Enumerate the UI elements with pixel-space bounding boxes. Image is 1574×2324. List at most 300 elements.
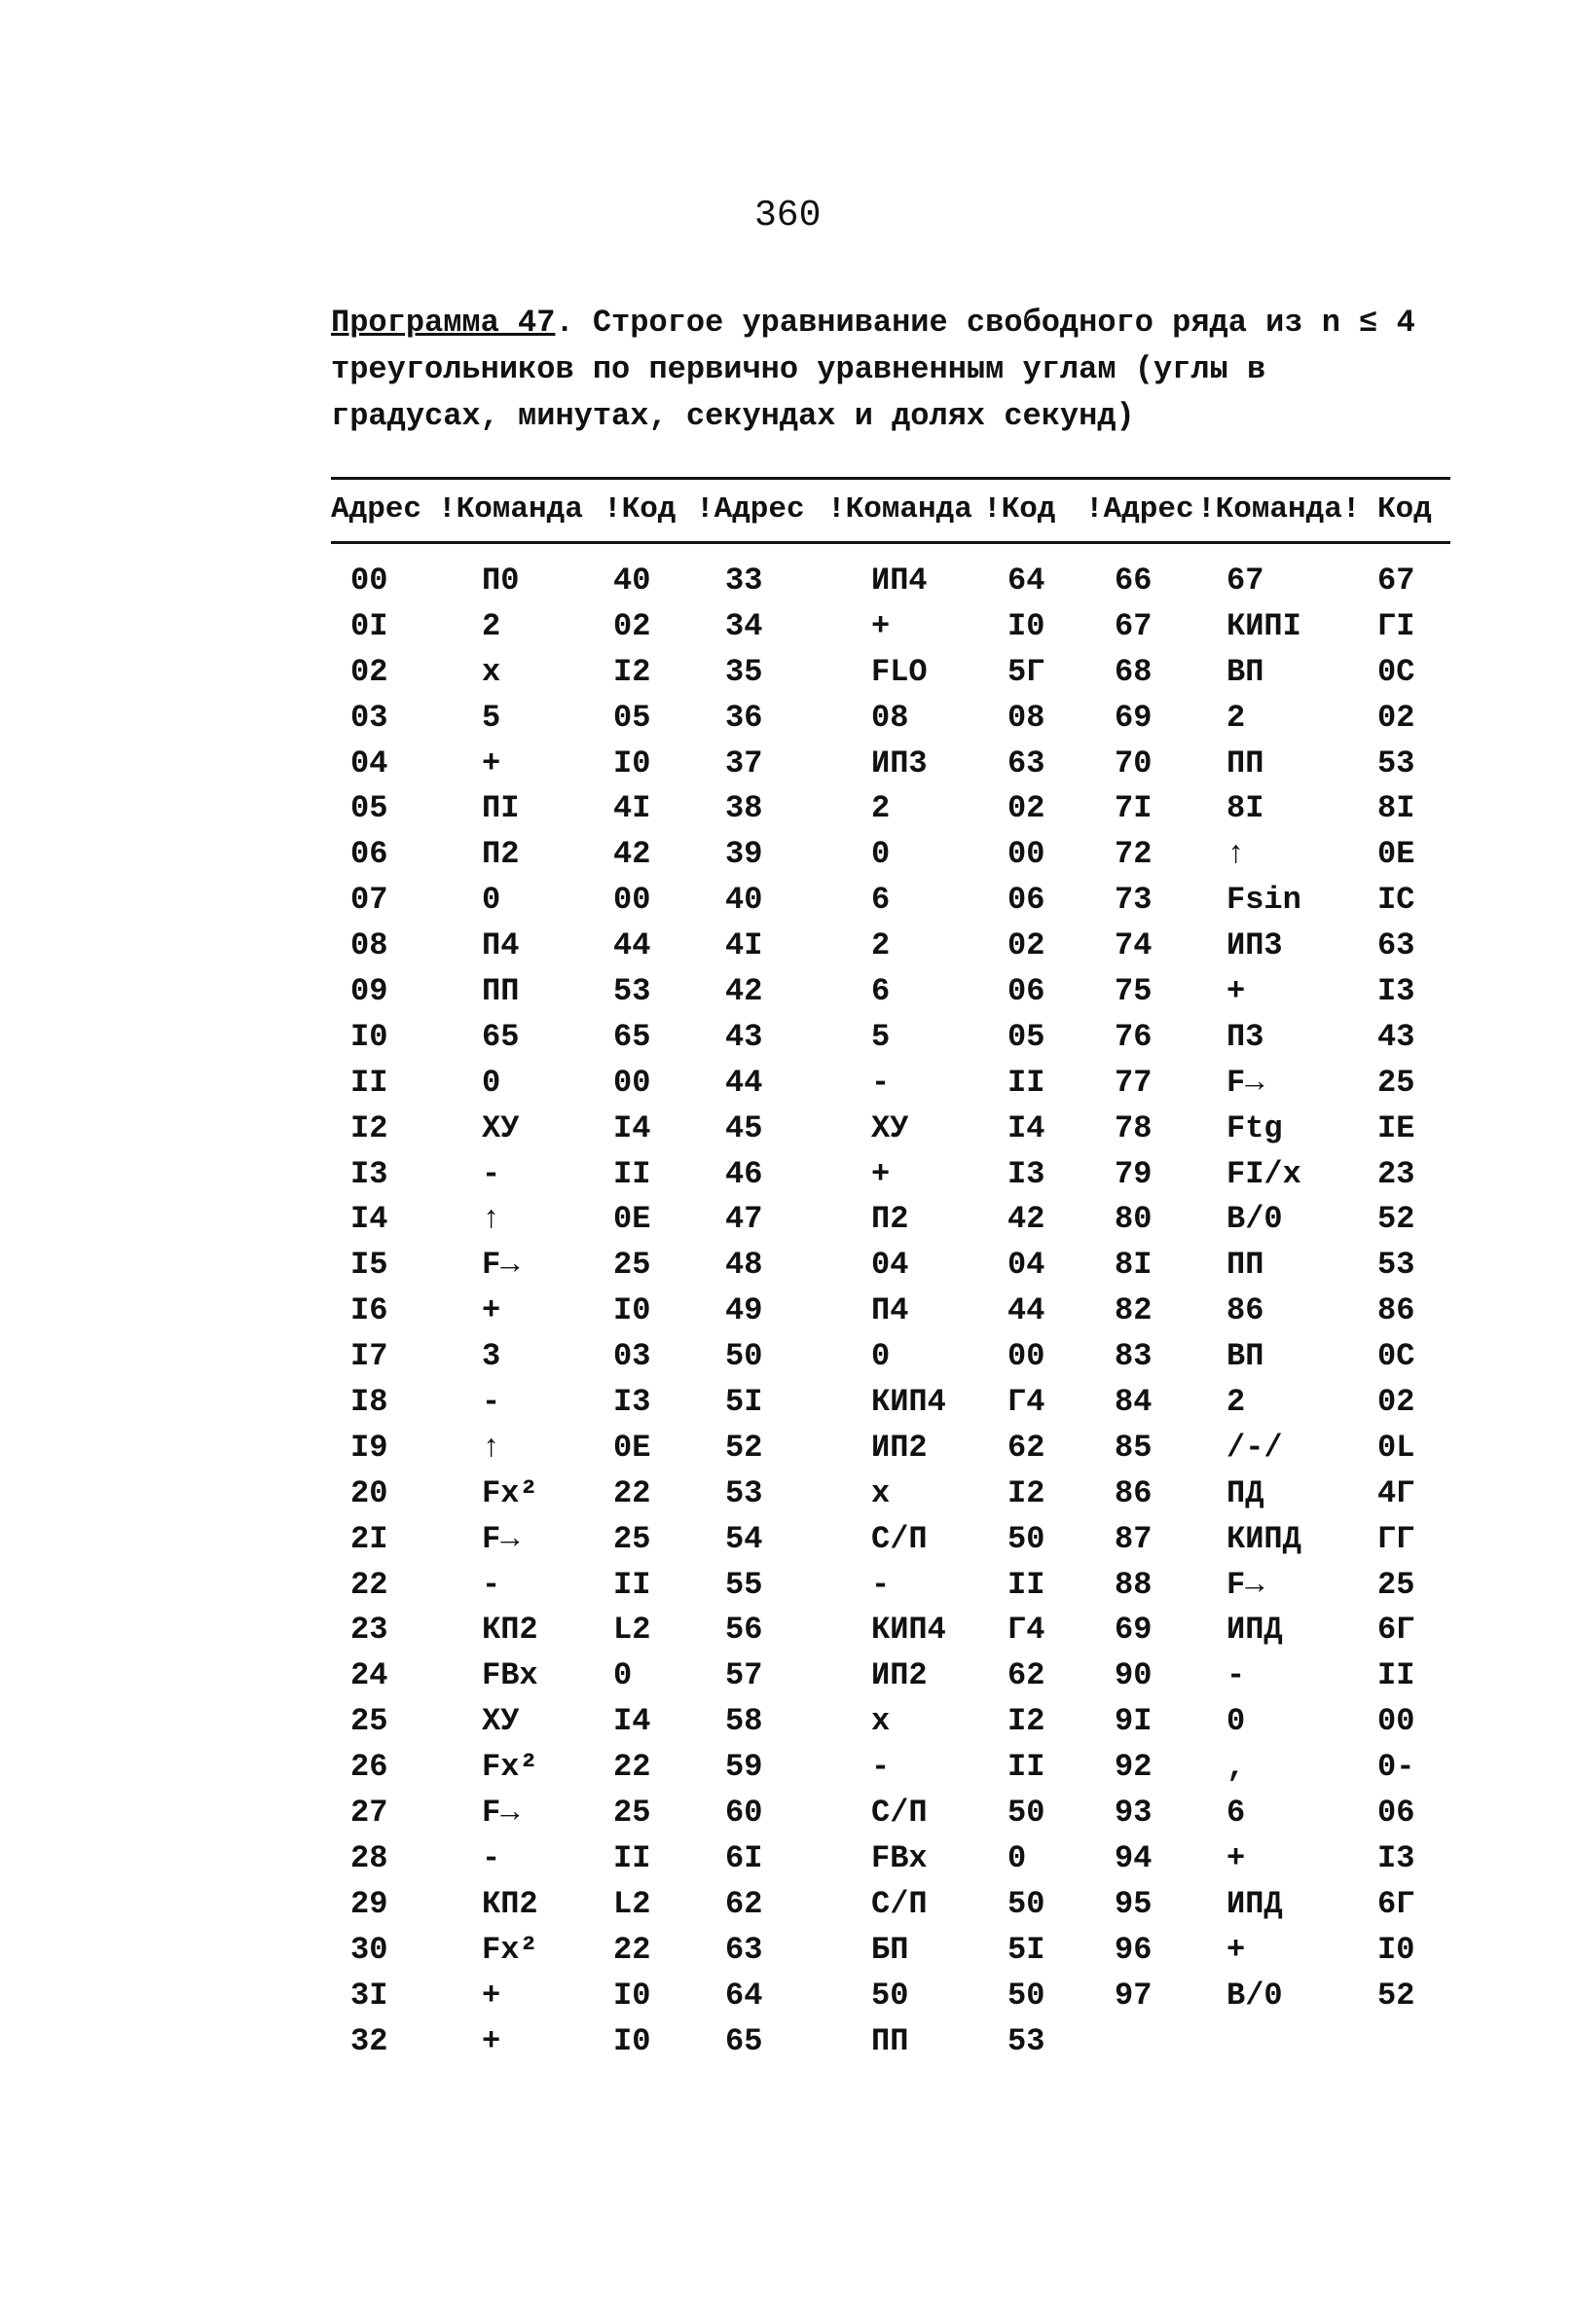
table-cell: 22 (613, 1474, 651, 1511)
table-cell: 06 (350, 836, 388, 873)
table-cell: Ftg (1226, 1109, 1283, 1146)
table-row (331, 1195, 1450, 1241)
table-cell: II (613, 1839, 651, 1876)
table-cell: I0 (613, 1292, 651, 1329)
table-cell: 2 (871, 927, 891, 964)
table-header (331, 487, 1450, 533)
table-cell: 4I (613, 790, 651, 827)
table-cell: ПП (482, 973, 520, 1010)
table-cell: П4 (482, 927, 520, 964)
table-cell: 69 (1115, 1612, 1153, 1649)
table-cell: Г4 (1007, 1612, 1045, 1649)
table-cell: П3 (1226, 1018, 1264, 1055)
table-cell: 22 (613, 1931, 651, 1968)
table-cell: + (482, 744, 501, 781)
table-cell: С/П (871, 1885, 928, 1922)
table-cell: 2 (482, 607, 501, 644)
table-cell: ВП (1226, 1338, 1264, 1375)
table-cell: 67 (1115, 607, 1153, 644)
table-cell: + (1226, 1839, 1246, 1876)
table-cell: 44 (725, 1064, 763, 1101)
table-cell: 50 (1007, 1520, 1045, 1557)
table-cell: XУ (871, 1109, 909, 1146)
table-cell: 50 (725, 1338, 763, 1375)
table-cell: 02 (1007, 790, 1045, 827)
table-cell: + (482, 2022, 501, 2059)
table-cell: 06 (1377, 1795, 1415, 1832)
table-cell: ИПД (1226, 1885, 1283, 1922)
table-cell: 5I (725, 1384, 763, 1421)
table-cell: 6 (871, 882, 891, 919)
table-cell: 70 (1115, 744, 1153, 781)
table-cell: F→ (482, 1520, 520, 1557)
table-cell: 25 (613, 1247, 651, 1284)
table-cell: 0I (350, 607, 388, 644)
table-cell: F→ (482, 1247, 520, 1284)
table-cell: 38 (725, 790, 763, 827)
table-cell: II (613, 1566, 651, 1603)
table-cell: 52 (1377, 1201, 1415, 1238)
table-row (331, 1972, 1450, 2017)
table-row (331, 1606, 1450, 1652)
table-cell: ПП (1226, 744, 1264, 781)
table-cell: 86 (1377, 1292, 1415, 1329)
table-cell: I4 (1007, 1109, 1045, 1146)
header-command: !Команда! (1197, 492, 1361, 527)
table-cell: 67 (1377, 563, 1415, 599)
table-cell: F→ (482, 1795, 520, 1832)
header-address: Адрес (331, 492, 422, 527)
table-cell: 0C (1377, 653, 1415, 690)
table-cell: F→ (1226, 1064, 1264, 1101)
table-cell: 6Г (1377, 1612, 1415, 1649)
table-cell: 76 (1115, 1018, 1153, 1055)
table-cell: 28 (350, 1839, 388, 1876)
table-cell: 08 (1007, 699, 1045, 736)
table-row (331, 1105, 1450, 1150)
table-cell: ↑ (482, 1429, 501, 1466)
table-cell: 25 (613, 1795, 651, 1832)
table-cell: 25 (1377, 1566, 1415, 1603)
table-cell: 82 (1115, 1292, 1153, 1329)
table-cell: 84 (1115, 1384, 1153, 1421)
table-cell: 23 (350, 1612, 388, 1649)
table-cell: 83 (1115, 1338, 1153, 1375)
header-code: !Код (604, 492, 677, 527)
table-cell: I0 (350, 1018, 388, 1055)
header-address: !Адрес (696, 492, 805, 527)
table-cell: 06 (1007, 882, 1045, 919)
table-cell: F→ (1226, 1566, 1264, 1603)
table-cell: 53 (1377, 744, 1415, 781)
table-cell: 57 (725, 1657, 763, 1694)
table-cell: I8 (350, 1384, 388, 1421)
table-cell: 48 (725, 1247, 763, 1284)
table-cell: 0C (1377, 1338, 1415, 1375)
table-row (331, 694, 1450, 740)
table-cell: I5 (350, 1247, 388, 1284)
table-cell: 08 (350, 927, 388, 964)
table-cell: 00 (613, 882, 651, 919)
table-row (331, 648, 1450, 694)
table-cell: 02 (1007, 927, 1045, 964)
table-cell: 53 (1007, 2022, 1045, 2059)
table-cell: 85 (1115, 1429, 1153, 1466)
table-row (331, 1743, 1450, 1789)
table-cell: 86 (1115, 1474, 1153, 1511)
table-cell: 36 (725, 699, 763, 736)
table-cell: 40 (613, 563, 651, 599)
table-cell: 00 (1007, 836, 1045, 873)
table-cell: 56 (725, 1612, 763, 1649)
table-cell: 78 (1115, 1109, 1153, 1146)
table-cell: 29 (350, 1885, 388, 1922)
table-cell: x (482, 653, 501, 690)
program-description: . Строгое уравнивание свободного ряда из n ≤ 4 треугольников по первично уравненным углам (углы в градусах, минутах, секундах и долях секунд) (331, 305, 1415, 434)
table-cell: ИП3 (871, 744, 928, 781)
table-cell: В/0 (1226, 1201, 1283, 1238)
table-cell: - (482, 1155, 501, 1192)
table-cell: 97 (1115, 1977, 1153, 2014)
table-row (331, 1697, 1450, 1743)
table-cell: КП2 (482, 1885, 538, 1922)
table-cell: 50 (1007, 1977, 1045, 2014)
table-row (331, 602, 1450, 648)
table-cell: 07 (350, 882, 388, 919)
table-cell: 43 (725, 1018, 763, 1055)
table-cell: ВП (1226, 653, 1264, 690)
header-code: Код (1377, 492, 1432, 527)
table-cell: 62 (725, 1885, 763, 1922)
table-cell: + (871, 607, 891, 644)
table-cell: 64 (1007, 563, 1045, 599)
table-cell: 50 (871, 1977, 909, 2014)
table-cell: 59 (725, 1749, 763, 1786)
table-cell: x (871, 1474, 891, 1511)
table-cell: 5Г (1007, 653, 1045, 690)
table-cell: ИП3 (1226, 927, 1283, 964)
table-cell: П0 (482, 563, 520, 599)
table-cell: 4Г (1377, 1474, 1415, 1511)
table-cell: L2 (613, 1885, 651, 1922)
table-cell: 9I (1115, 1703, 1153, 1740)
table-cell: FLO (871, 653, 928, 690)
table-cell: 22 (350, 1566, 388, 1603)
table-cell: + (871, 1155, 891, 1192)
table-cell: 02 (1377, 1384, 1415, 1421)
table-cell: I0 (1377, 1931, 1415, 1968)
table-cell: 42 (1007, 1201, 1045, 1238)
table-cell: 79 (1115, 1155, 1153, 1192)
table-cell: 20 (350, 1474, 388, 1511)
table-row (331, 1287, 1450, 1332)
table-cell: , (1226, 1749, 1246, 1786)
table-cell: 02 (613, 607, 651, 644)
table-cell: FВx (482, 1657, 538, 1694)
table-cell: /-/ (1226, 1429, 1283, 1466)
table-cell: II (1007, 1749, 1045, 1786)
table-row (331, 1332, 1450, 1378)
header-command: !Команда (827, 492, 972, 527)
table-cell: 62 (1007, 1429, 1045, 1466)
table-row (331, 740, 1450, 785)
table-cell: 0 (1007, 1839, 1027, 1876)
table-cell: x (871, 1703, 891, 1740)
table-cell: 50 (1007, 1885, 1045, 1922)
table-cell: 0 (871, 836, 891, 873)
table-cell: 68 (1115, 653, 1153, 690)
table-cell: 25 (1377, 1064, 1415, 1101)
table-cell: ГГ (1377, 1520, 1415, 1557)
table-cell: - (482, 1839, 501, 1876)
table-cell: 88 (1115, 1566, 1153, 1603)
table-cell: 09 (350, 973, 388, 1010)
table-cell: КИП4 (871, 1612, 946, 1649)
table-cell: 00 (1377, 1703, 1415, 1740)
table-cell: 0E (613, 1201, 651, 1238)
table-cell: 63 (1377, 927, 1415, 964)
table-cell: 27 (350, 1795, 388, 1832)
table-cell: 72 (1115, 836, 1153, 873)
table-cell: I0 (613, 2022, 651, 2059)
table-cell: I3 (350, 1155, 388, 1192)
table-cell: I0 (613, 1977, 651, 2014)
table-cell: - (871, 1064, 891, 1101)
table-cell: 53 (613, 973, 651, 1010)
table-cell: 69 (1115, 699, 1153, 736)
table-cell: 77 (1115, 1064, 1153, 1101)
table-cell: Fx² (482, 1749, 538, 1786)
table-cell: I2 (1007, 1474, 1045, 1511)
table-cell: 62 (1007, 1657, 1045, 1694)
header-command: !Команда (438, 492, 583, 527)
table-row (331, 1515, 1450, 1561)
table-cell: 3 (482, 1338, 501, 1375)
table-cell: 53 (1377, 1247, 1415, 1284)
table-row (331, 1652, 1450, 1697)
header-code: !Код (983, 492, 1056, 527)
table-cell: П2 (871, 1201, 909, 1238)
table-cell: I9 (350, 1429, 388, 1466)
table-cell: I0 (613, 744, 651, 781)
table-cell: II (1007, 1064, 1045, 1101)
table-cell: 30 (350, 1931, 388, 1968)
table-cell: 05 (613, 699, 651, 736)
table-cell: 39 (725, 836, 763, 873)
table-cell: IC (1377, 882, 1415, 919)
table-cell: 46 (725, 1155, 763, 1192)
table-cell: 5 (482, 699, 501, 736)
table-cell: ИП4 (871, 563, 928, 599)
table-cell: КИПI (1226, 607, 1301, 644)
table-cell: 00 (350, 563, 388, 599)
table-cell: 6Г (1377, 1885, 1415, 1922)
table-cell: КИП4 (871, 1384, 946, 1421)
table-cell: - (1226, 1657, 1246, 1694)
table-cell: 0E (1377, 836, 1415, 873)
table-cell: Fx² (482, 1474, 538, 1511)
table-cell: 65 (725, 2022, 763, 2059)
table-cell: 2 (1226, 1384, 1246, 1421)
table-cell: 53 (725, 1474, 763, 1511)
table-cell: 05 (1007, 1018, 1045, 1055)
table-cell: 67 (1226, 563, 1264, 599)
table-row (331, 1150, 1450, 1196)
table-row (331, 1926, 1450, 1972)
table-cell: - (482, 1384, 501, 1421)
table-cell: - (871, 1749, 891, 1786)
table-cell: 02 (1377, 699, 1415, 736)
table-cell: 65 (613, 1018, 651, 1055)
table-row (331, 1013, 1450, 1059)
table-row (331, 1880, 1450, 1926)
table-cell: I3 (1377, 973, 1415, 1010)
table-cell: 06 (1007, 973, 1045, 1010)
table-cell: 33 (725, 563, 763, 599)
table-row (331, 557, 1450, 602)
table-cell: 63 (725, 1931, 763, 1968)
table-cell: I3 (1007, 1155, 1045, 1192)
table-cell: 34 (725, 607, 763, 644)
table-cell: ↑ (482, 1201, 501, 1238)
table-cell: 2 (1226, 699, 1246, 736)
table-cell: 45 (725, 1109, 763, 1146)
table-cell: 87 (1115, 1520, 1153, 1557)
table-row (331, 1789, 1450, 1834)
table-cell: БП (871, 1931, 909, 1968)
table-row (331, 1470, 1450, 1515)
table-cell: ИП2 (871, 1657, 928, 1694)
table-cell: 90 (1115, 1657, 1153, 1694)
table-cell: ИПД (1226, 1612, 1283, 1649)
table-cell: 52 (725, 1429, 763, 1466)
table-cell: II (613, 1155, 651, 1192)
table-cell: 40 (725, 882, 763, 919)
table-cell: 64 (725, 1977, 763, 2014)
table-cell: I2 (350, 1109, 388, 1146)
table-cell: 03 (613, 1338, 651, 1375)
table-cell: 08 (871, 699, 909, 736)
table-row (331, 1378, 1450, 1424)
table-cell: 0 (613, 1657, 633, 1694)
table-cell: 96 (1115, 1931, 1153, 1968)
table-cell: 8I (1115, 1247, 1153, 1284)
table-cell: 44 (613, 927, 651, 964)
table-row (331, 830, 1450, 876)
table-cell: 23 (1377, 1155, 1415, 1192)
table-cell: I7 (350, 1338, 388, 1375)
table-cell: П4 (871, 1292, 909, 1329)
table-cell: Fsin (1226, 882, 1301, 919)
table-cell: 6I (725, 1839, 763, 1876)
table-cell: I6 (350, 1292, 388, 1329)
page-number: 360 (754, 195, 822, 236)
table-cell: 0E (613, 1429, 651, 1466)
table-cell: ПП (1226, 1247, 1264, 1284)
table-cell: 73 (1115, 882, 1153, 919)
table-cell: 52 (1377, 1977, 1415, 2014)
table-cell: 6 (871, 973, 891, 1010)
table-cell: 2I (350, 1520, 388, 1557)
table-cell: 03 (350, 699, 388, 736)
table-cell: С/П (871, 1520, 928, 1557)
table-cell: 93 (1115, 1795, 1153, 1832)
table-row (331, 1241, 1450, 1287)
table-cell: FВx (871, 1839, 928, 1876)
table-cell: ↑ (1226, 836, 1246, 873)
table-cell: ПП (871, 2022, 909, 2059)
table-cell: 0 (482, 1064, 501, 1101)
table-row (331, 1424, 1450, 1470)
table-cell: II (350, 1064, 388, 1101)
table-cell: I2 (613, 653, 651, 690)
table-cell: 5 (871, 1018, 891, 1055)
table-cell: 22 (613, 1749, 651, 1786)
table-cell: 32 (350, 2022, 388, 2059)
table-cell: 6 (1226, 1795, 1246, 1832)
table-cell: XУ (482, 1109, 520, 1146)
table-cell: 43 (1377, 1018, 1415, 1055)
table-cell: 8I (1377, 790, 1415, 827)
table-cell: 04 (350, 744, 388, 781)
table-row (331, 1834, 1450, 1880)
table-cell: 00 (1007, 1338, 1045, 1375)
table-cell: 0 (871, 1338, 891, 1375)
table-row (331, 784, 1450, 830)
table-cell: ИП2 (871, 1429, 928, 1466)
table-cell: 80 (1115, 1201, 1153, 1238)
table-body (331, 557, 1450, 2062)
table-cell: 44 (1007, 1292, 1045, 1329)
table-cell: FI/x (1226, 1155, 1301, 1192)
table-cell: 25 (613, 1520, 651, 1557)
table-cell: IE (1377, 1109, 1415, 1146)
table-cell: I4 (350, 1201, 388, 1238)
table-cell: Г4 (1007, 1384, 1045, 1421)
table-cell: 55 (725, 1566, 763, 1603)
table-cell: 63 (1007, 744, 1045, 781)
table-cell: 95 (1115, 1885, 1153, 1922)
header-address: !Адрес (1085, 492, 1194, 527)
table-cell: П2 (482, 836, 520, 873)
table-cell: 2 (871, 790, 891, 827)
table-cell: 5I (1007, 1931, 1045, 1968)
table-cell: 26 (350, 1749, 388, 1786)
table-cell: ПД (1226, 1474, 1264, 1511)
table-row (331, 922, 1450, 967)
table-cell: II (1007, 1566, 1045, 1603)
table-cell: 42 (725, 973, 763, 1010)
table-cell: 0- (1377, 1749, 1415, 1786)
table-cell: 0 (1226, 1703, 1246, 1740)
table-cell: 94 (1115, 1839, 1153, 1876)
table-cell: В/0 (1226, 1977, 1283, 2014)
table-cell: 0 (482, 882, 501, 919)
table-cell: + (482, 1977, 501, 2014)
table-cell: + (1226, 1931, 1246, 1968)
table-cell: L2 (613, 1612, 651, 1649)
table-cell: 24 (350, 1657, 388, 1694)
program-label: Программа 47 (331, 305, 556, 341)
table-cell: 0L (1377, 1429, 1415, 1466)
table-cell: + (1226, 973, 1246, 1010)
table-cell: 37 (725, 744, 763, 781)
table-cell: 04 (1007, 1247, 1045, 1284)
table-cell: КИПД (1226, 1520, 1301, 1557)
table-cell: 49 (725, 1292, 763, 1329)
table-cell: I3 (1377, 1839, 1415, 1876)
table-header-rule (331, 541, 1450, 544)
